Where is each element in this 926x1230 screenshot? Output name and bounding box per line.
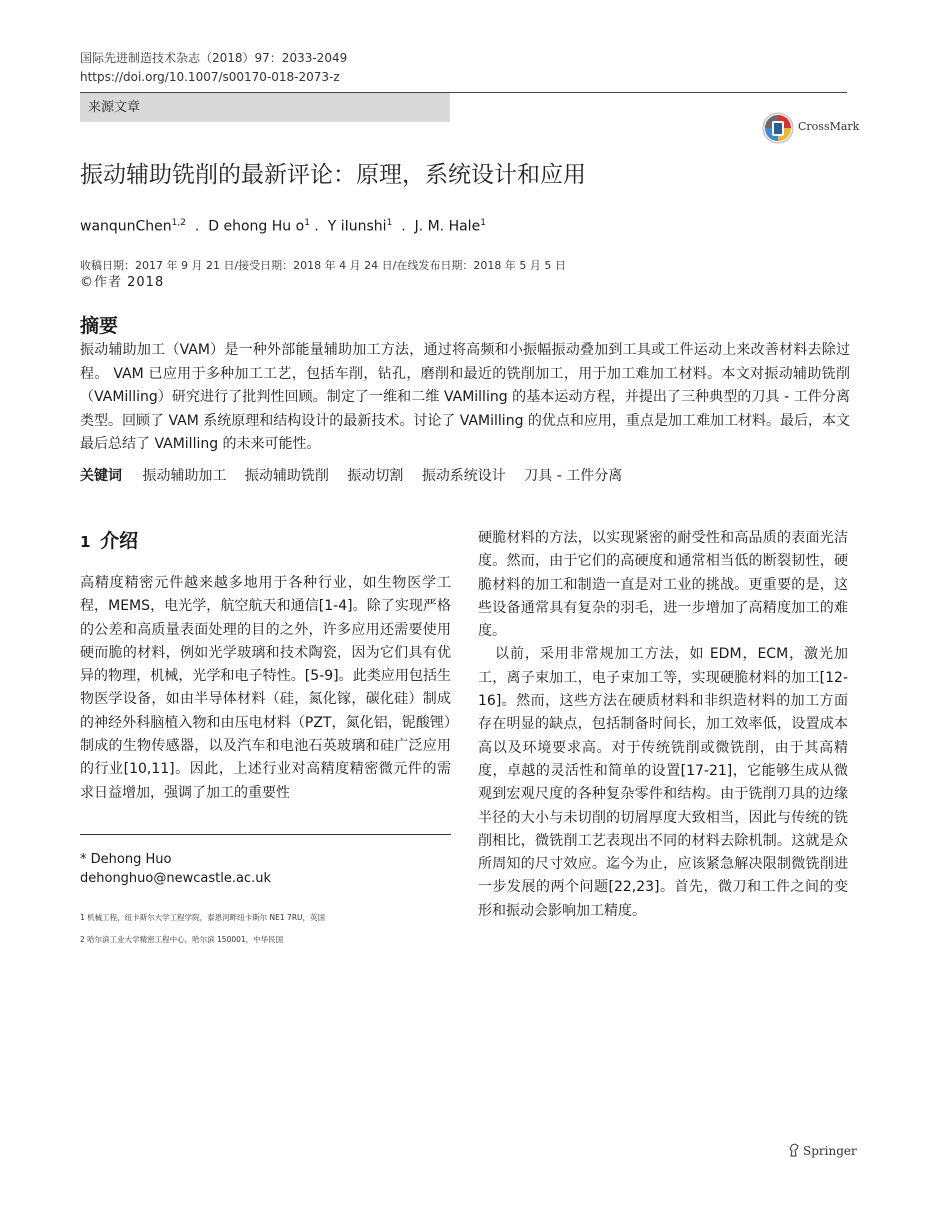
- keywords-line: [80, 465, 636, 487]
- abstract-text: 振动辅助加工（VAM）是一种外部能量辅助加工方法，通过将高频和小振幅振动叠加到工具或工件运动上来改善材料去除过程。 VAM 已应用于多种加工工艺，包括车削，钻孔，磨削和最近的铣削加工，用于加工难加工材料。本文对振动辅助铣削（VAMilling）研究进行了批判性回顾。制定了一维和二维 VAMilling 的基本运动方程，并提出了三种典型的刀具 - 工件分离类型。回顾了 VAM 系统原理和结构设计的最新技术。讨论了 VAMilling 的优点和应用，重点是加工难加工材料。最后，本文最后总结了 VAMilling 的未来可能性。: [80, 342, 850, 452]
- keyword: 振动系统设计: [421, 468, 506, 484]
- left-column-text: 高精度精密元件越来越多地用于各种行业，如生物医学工程，MEMS，电光学，航空航天和通信[1-4]。除了实现严格的公差和高质量表面处理的目的之外，许多应用还需要使用硬而脆的材料，例如光学玻璃和技术陶瓷，因为它们具有优异的物理，机械，光学和电子特性。[5-9]。此类应用包括生物医学设备，如由半导体材料（硅，氮化镓，碳化硅）制成的神经外科脑植入物和由压电材料（PZT，氮化铝，铌酸锂）制成的生物传感器，以及汽车和电池石英玻璃和硅广泛应用的行业[10,11]。因此，上述行业对高精度精密微元件的需求日益增加，强调了加工的重要性: [80, 575, 451, 801]
- affiliation-note: 2 哈尔滨工业大学精密工程中心，哈尔滨 150001，中华民国: [80, 935, 284, 944]
- crossmark-badge[interactable]: [762, 112, 860, 142]
- keyword: 振动辅助铣削: [244, 468, 329, 484]
- author-affiliation-mark: 1: [480, 218, 486, 228]
- crossmark-icon: [762, 112, 794, 144]
- section-title: 介绍: [100, 530, 139, 552]
- author-affiliation-mark: 1: [304, 218, 310, 228]
- paragraph: 硬脆材料的方法，以实现紧密的耐受性和高品质的表面光洁度。然而，由于它们的高硬度和通常相当低的断裂韧性，硬脆材料的加工和制造一直是对工业的挑战。更重要的是，这些设备通常具有复杂的羽毛，进一步增加了高精度加工的难度。: [478, 530, 848, 640]
- author-affiliation-mark: 1: [386, 218, 393, 228]
- paragraph: 以前，采用非常规加工方法，如 EDM，ECM，激光加工，离子束加工，电子束加工等，实现硬脆材料的加工[12-16]。然而，这些方法在硬质材料和非织造材料的加工方面存在明显的缺点，包括制备时间长，加工效率低，设置成本高以及环境要求高。对于传统铣削或微铣削，由于其高精度，卓越的灵活性和简单的设置[17-21]，它能够生成从微观到宏观尺度的各种复杂零件和结构。由于铣削刀具的边缘半径的大小与未切削的切屑厚度大致相当，因此与传统的铣削相比，微铣削工艺表现出不同的材料去除机制。这就是众所周知的尺寸效应。迄今为止，应该紧急解决限制微铣削进一步发展的两个问题[22,23]。首先，微刀和工件之间的变形和振动会影响加工精度。: [478, 646, 848, 919]
- article-type-band: 来源文章: [80, 93, 450, 122]
- section-heading: [80, 528, 138, 555]
- section-number: 1: [80, 533, 91, 551]
- copyright-notice: ©作者 2018: [80, 275, 165, 290]
- abstract-heading: 摘要: [80, 315, 119, 337]
- paper-title: 振动辅助铣削的最新评论：原理，系统设计和应用: [80, 162, 586, 188]
- author-list: wanqunChen$^{1,2}$ . D ehong Hu $o^1$ . Y iIunshi$^1$ . J. M. Hale$^1$: [80, 218, 486, 235]
- publisher-name: Springer: [803, 1144, 857, 1158]
- footnote-rule: [80, 834, 451, 835]
- springer-horse-icon: [788, 1143, 800, 1157]
- author-affiliation-mark: 1,2: [171, 218, 186, 228]
- right-column: [478, 527, 848, 923]
- keyword: 刀具 - 工件分离: [524, 468, 623, 484]
- journal-reference: 国际先进制造技术杂志（2018）97：2033-2049 https://doi.org/10.1007/s00170-018-2073-z: [80, 51, 348, 84]
- crossmark-label: CrossMark: [798, 120, 860, 133]
- keyword: 振动辅助加工: [142, 468, 227, 484]
- keyword: 振动切割: [347, 468, 404, 484]
- author-name: D ehong Hu o: [208, 218, 305, 235]
- corresponding-name: * Dehong Huo: [80, 852, 172, 867]
- corresponding-author: [80, 850, 271, 888]
- publication-dates: 收稿日期：2017 年 9 月 21 日/接受日期：2018 年 4 月 24 日/在线发布日期：2018 年 5 月 5 日: [80, 259, 566, 272]
- affiliation-note: 1 机械工程，纽卡斯尔大学工程学院，泰恩河畔纽卡斯尔 NE1 7RU，英国: [80, 913, 326, 922]
- keywords-label: 关键词: [80, 468, 122, 484]
- author-name: Y iIunshi: [327, 218, 387, 235]
- author-name: J. M. Hale: [414, 218, 481, 235]
- author-name: wanqunChen: [80, 218, 172, 235]
- corresponding-email[interactable]: dehonghuo@newcastle.ac.uk: [80, 871, 271, 886]
- publisher-logo: [788, 1143, 857, 1158]
